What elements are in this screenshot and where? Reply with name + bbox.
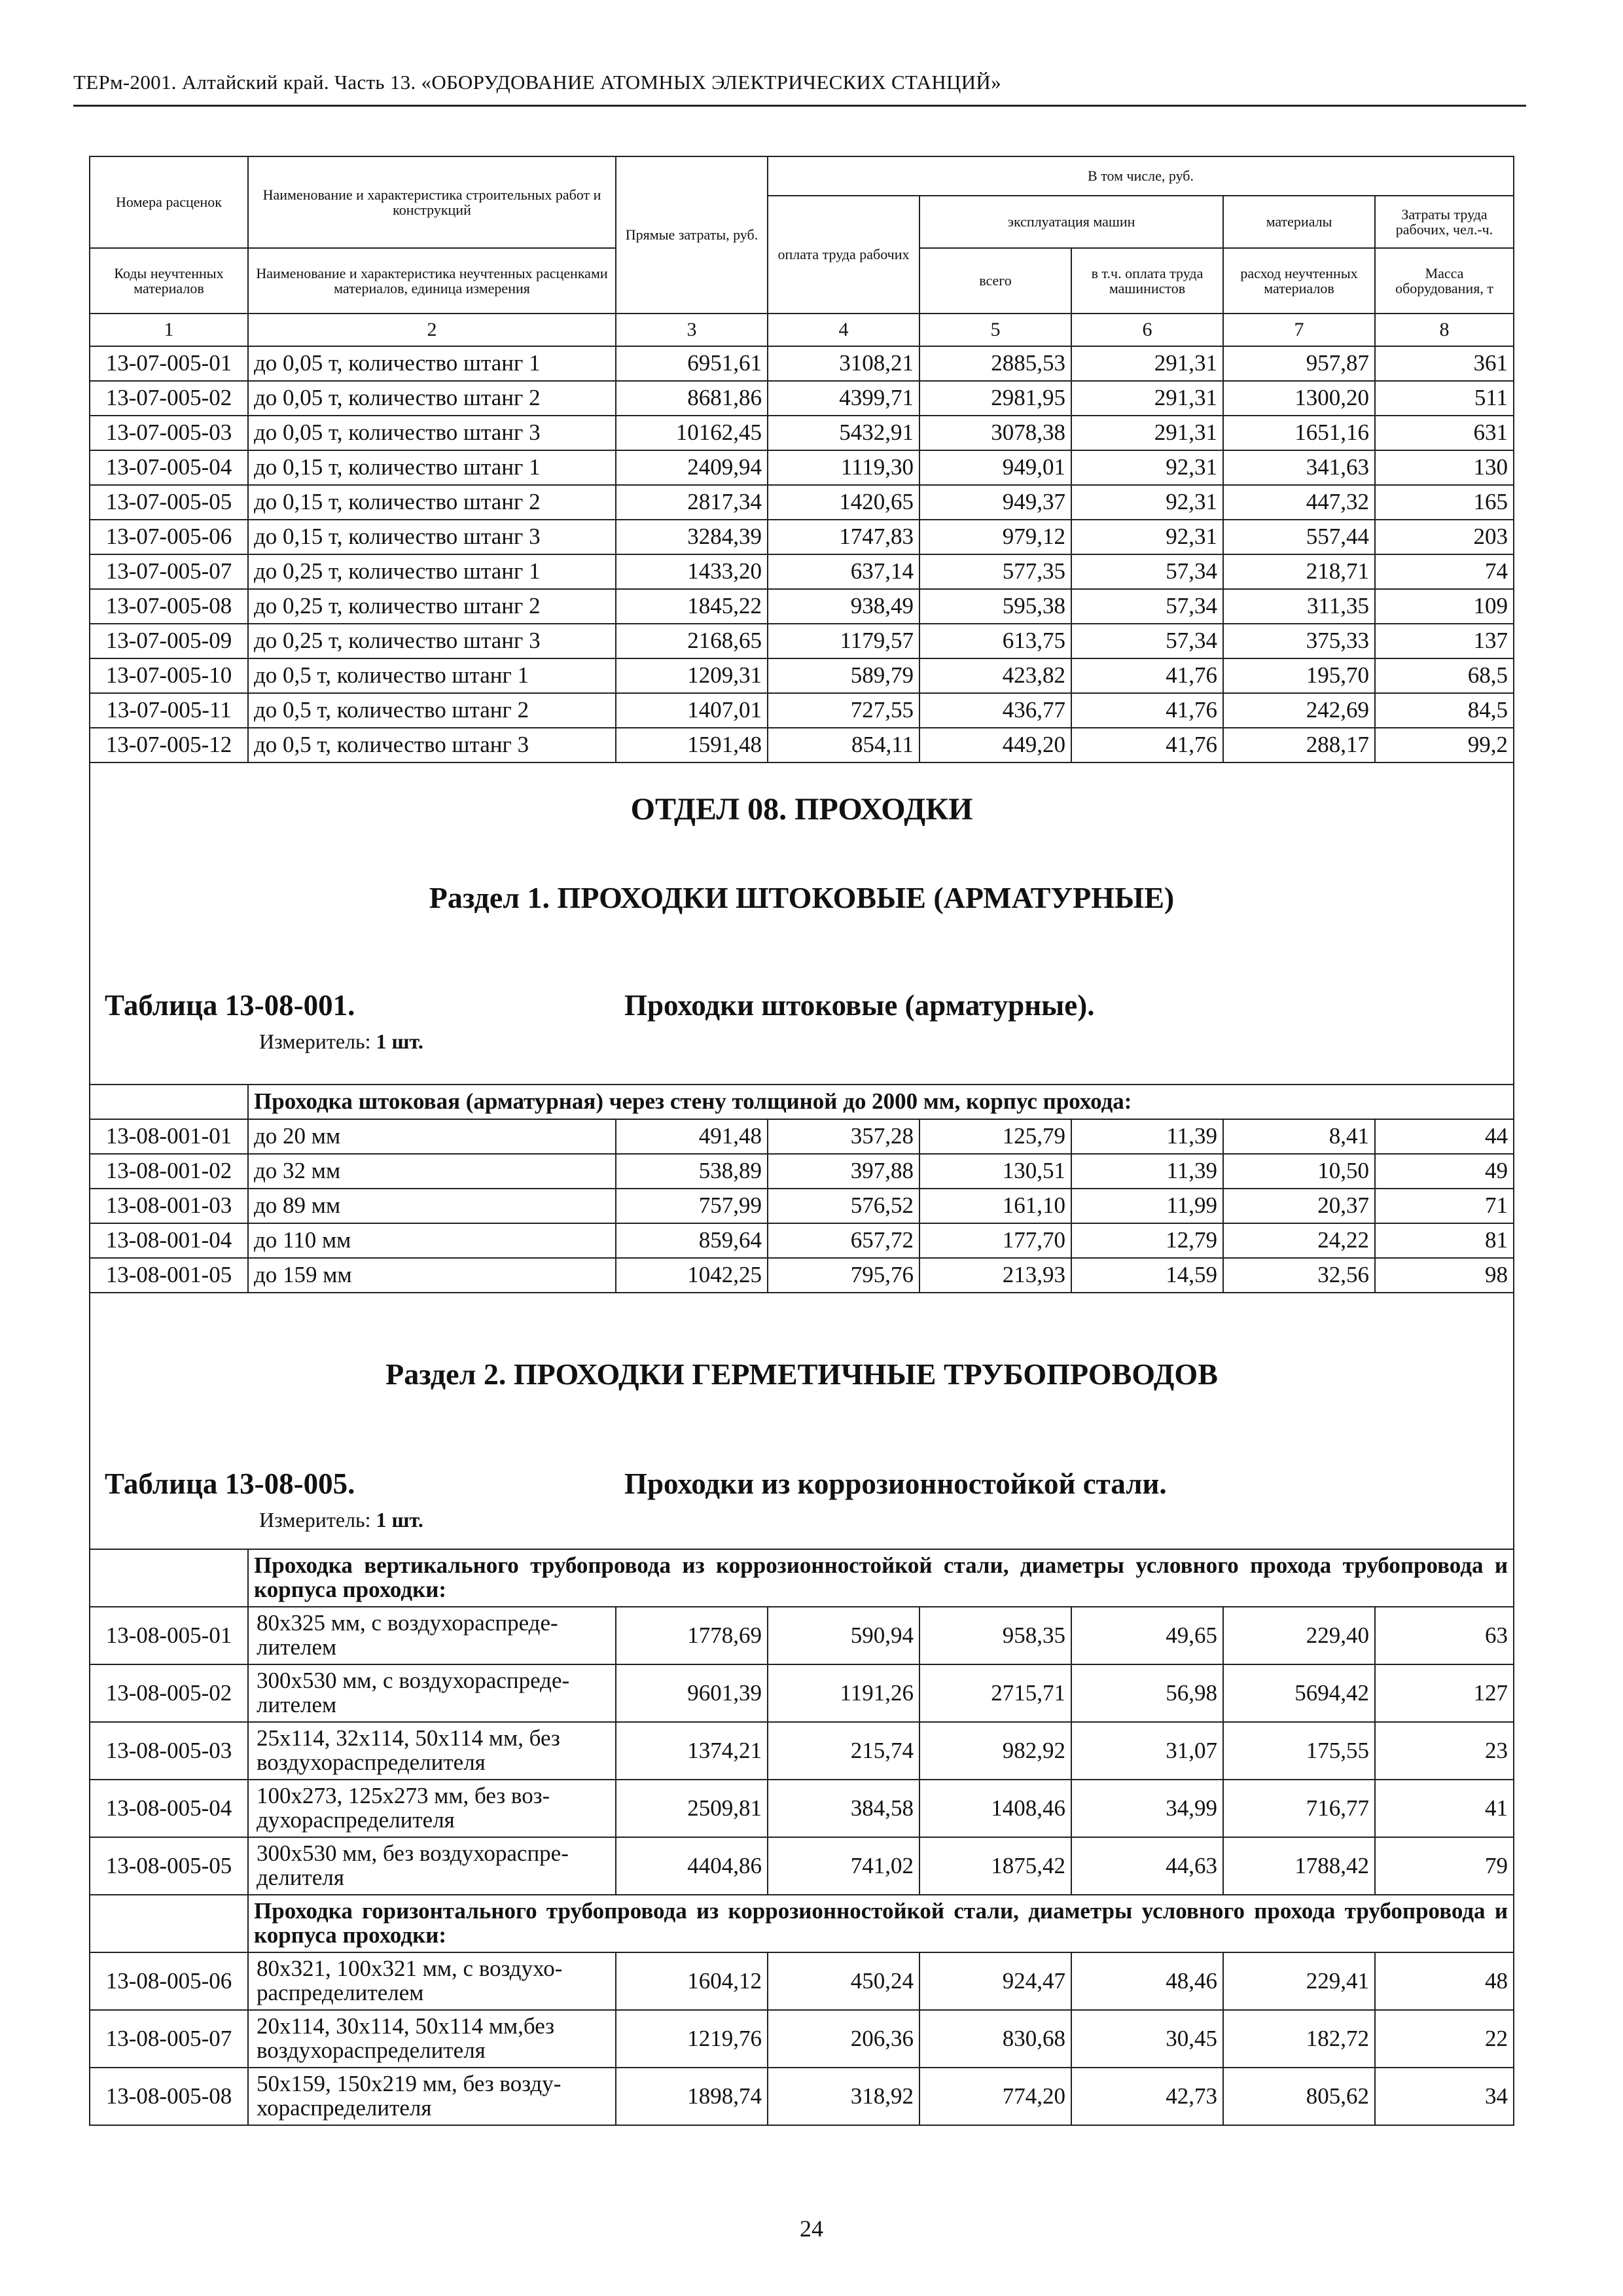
value-cell: 1191,26 <box>768 1664 919 1722</box>
value-cell: 538,89 <box>616 1154 768 1189</box>
table-row <box>90 624 1514 658</box>
measure-label: Измеритель: <box>259 1029 371 1053</box>
table-row <box>90 2010 1514 2068</box>
column-index-row <box>90 314 1514 346</box>
index-cell: 5 <box>919 314 1071 346</box>
rate-code-cell: 13-07-005-02 <box>90 381 248 416</box>
value-cell: 34 <box>1375 2068 1514 2125</box>
work-name-cell: до 159 мм <box>248 1258 616 1293</box>
value-cell: 1778,69 <box>616 1607 768 1664</box>
value-cell: 71 <box>1375 1189 1514 1223</box>
value-cell: 3108,21 <box>768 346 919 381</box>
value-cell: 57,34 <box>1071 554 1223 589</box>
value-cell: 949,01 <box>919 450 1071 485</box>
value-cell: 590,94 <box>768 1607 919 1664</box>
value-cell: 44 <box>1375 1119 1514 1154</box>
value-cell: 11,39 <box>1071 1154 1223 1189</box>
index-cell: 6 <box>1071 314 1223 346</box>
value-cell: 2168,65 <box>616 624 768 658</box>
value-cell: 436,77 <box>919 693 1071 728</box>
work-name-cell: 300х530 мм, с воздухораспреде-лителем <box>248 1664 616 1722</box>
value-cell: 9601,39 <box>616 1664 768 1722</box>
rate-code-cell: 13-07-005-04 <box>90 450 248 485</box>
group-heading-row <box>90 1895 1514 1952</box>
value-cell: 130,51 <box>919 1154 1071 1189</box>
value-cell: 206,36 <box>768 2010 919 2068</box>
group-heading: Проходка штоковая (арматурная) через стену толщиной до 2000 мм, корпус прохода: <box>248 1085 1514 1119</box>
value-cell: 5432,91 <box>768 416 919 450</box>
table-row <box>90 693 1514 728</box>
value-cell: 165 <box>1375 485 1514 520</box>
value-cell: 1845,22 <box>616 589 768 624</box>
work-name-cell: до 0,05 т, количество штанг 2 <box>248 381 616 416</box>
value-cell: 42,73 <box>1071 2068 1223 2125</box>
rate-code-cell: 13-07-005-01 <box>90 346 248 381</box>
table-row <box>90 1722 1514 1780</box>
work-name-cell: до 0,15 т, количество штанг 3 <box>248 520 616 554</box>
value-cell: 229,40 <box>1223 1607 1375 1664</box>
empty-cell <box>90 1895 248 1952</box>
section-block-cell <box>90 762 1514 1085</box>
rate-code-cell: 13-08-005-08 <box>90 2068 248 2125</box>
rate-code-cell: 13-08-005-02 <box>90 1664 248 1722</box>
value-cell: 74 <box>1375 554 1514 589</box>
rate-code-cell: 13-08-005-04 <box>90 1780 248 1837</box>
rate-code-cell: 13-08-005-05 <box>90 1837 248 1895</box>
value-cell: 81 <box>1375 1223 1514 1258</box>
value-cell: 1408,46 <box>919 1780 1071 1837</box>
value-cell: 450,24 <box>768 1952 919 2010</box>
table-row <box>90 1154 1514 1189</box>
value-cell: 859,64 <box>616 1223 768 1258</box>
table-row <box>90 1837 1514 1895</box>
table-row <box>90 2068 1514 2125</box>
value-cell: 175,55 <box>1223 1722 1375 1780</box>
col7-header: расход неучтенных материалов <box>1223 248 1375 314</box>
value-cell: 1604,12 <box>616 1952 768 2010</box>
table-row <box>90 450 1514 485</box>
running-header: ТЕРм-2001. Алтайский край. Часть 13. «ОБОРУДОВАНИЕ АТОМНЫХ ЭЛЕКТРИЧЕСКИХ СТАНЦИЙ» <box>73 71 1001 94</box>
value-cell: 20,37 <box>1223 1189 1375 1223</box>
measure-value: 1 шт. <box>376 1508 423 1532</box>
value-cell: 805,62 <box>1223 2068 1375 2125</box>
work-name-cell: 100х273, 125х273 мм, без воз-духораспределителя <box>248 1780 616 1837</box>
value-cell: 31,07 <box>1071 1722 1223 1780</box>
work-name-cell: до 20 мм <box>248 1119 616 1154</box>
col1-header-top: Номера расценок <box>90 156 248 248</box>
value-cell: 938,49 <box>768 589 919 624</box>
col8-header-top: Затраты труда рабочих, чел.-ч. <box>1375 196 1514 248</box>
value-cell: 1374,21 <box>616 1722 768 1780</box>
value-cell: 291,31 <box>1071 381 1223 416</box>
rate-code-cell: 13-08-001-03 <box>90 1189 248 1223</box>
table-row <box>90 416 1514 450</box>
work-name-cell: 300х530 мм, без воздухораспре-делителя <box>248 1837 616 1895</box>
rate-code-cell: 13-07-005-07 <box>90 554 248 589</box>
rate-code-cell: 13-07-005-11 <box>90 693 248 728</box>
work-name-cell: до 0,15 т, количество штанг 1 <box>248 450 616 485</box>
value-cell: 1300,20 <box>1223 381 1375 416</box>
value-cell: 2409,94 <box>616 450 768 485</box>
group-heading-row <box>90 1549 1514 1607</box>
work-name-cell: до 0,25 т, количество штанг 1 <box>248 554 616 589</box>
value-cell: 1179,57 <box>768 624 919 658</box>
value-cell: 127 <box>1375 1664 1514 1722</box>
value-cell: 195,70 <box>1223 658 1375 693</box>
value-cell: 137 <box>1375 624 1514 658</box>
value-cell: 1420,65 <box>768 485 919 520</box>
group-heading: Проходка горизонтального трубопровода из коррозионностойкой стали, диаметры условного прохода трубопровода и корпуса проходки: <box>248 1895 1514 1952</box>
value-cell: 49,65 <box>1071 1607 1223 1664</box>
value-cell: 311,35 <box>1223 589 1375 624</box>
work-name-cell: 20х114, 30х114, 50х114 мм,без воздухораспределителя <box>248 2010 616 2068</box>
value-cell: 3078,38 <box>919 416 1071 450</box>
value-cell: 57,34 <box>1071 589 1223 624</box>
value-cell: 12,79 <box>1071 1223 1223 1258</box>
value-cell: 8,41 <box>1223 1119 1375 1154</box>
value-cell: 631 <box>1375 416 1514 450</box>
value-cell: 24,22 <box>1223 1223 1375 1258</box>
value-cell: 757,99 <box>616 1189 768 1223</box>
rate-code-cell: 13-07-005-12 <box>90 728 248 762</box>
value-cell: 576,52 <box>768 1189 919 1223</box>
section-title: Раздел 2. ПРОХОДКИ ГЕРМЕТИЧНЫЕ ТРУБОПРОВОДОВ <box>385 1357 1218 1391</box>
work-name-cell: до 32 мм <box>248 1154 616 1189</box>
value-cell: 30,45 <box>1071 2010 1223 2068</box>
work-name-cell: до 0,05 т, количество штанг 1 <box>248 346 616 381</box>
value-cell: 375,33 <box>1223 624 1375 658</box>
col8-header-bottom: Масса оборудования, т <box>1375 248 1514 314</box>
table-row <box>90 520 1514 554</box>
value-cell: 41,76 <box>1071 728 1223 762</box>
rate-code-cell: 13-07-005-05 <box>90 485 248 520</box>
section-block <box>90 1293 1514 1549</box>
table-row <box>90 1780 1514 1837</box>
value-cell: 727,55 <box>768 693 919 728</box>
value-cell: 98 <box>1375 1258 1514 1293</box>
empty-cell <box>90 1549 248 1607</box>
work-name-cell: до 110 мм <box>248 1223 616 1258</box>
value-cell: 854,11 <box>768 728 919 762</box>
value-cell: 1788,42 <box>1223 1837 1375 1895</box>
value-cell: 1651,16 <box>1223 416 1375 450</box>
value-cell: 511 <box>1375 381 1514 416</box>
value-cell: 49 <box>1375 1154 1514 1189</box>
value-cell: 14,59 <box>1071 1258 1223 1293</box>
value-cell: 447,32 <box>1223 485 1375 520</box>
table-title: Проходки штоковые (арматурные). <box>624 988 1095 1022</box>
value-cell: 2715,71 <box>919 1664 1071 1722</box>
value-cell: 716,77 <box>1223 1780 1375 1837</box>
department-title: ОТДЕЛ 08. ПРОХОДКИ <box>630 792 973 827</box>
table-body <box>90 156 1514 2125</box>
table-heading-block <box>90 1469 1513 1538</box>
value-cell: 2885,53 <box>919 346 1071 381</box>
value-cell: 11,99 <box>1071 1189 1223 1223</box>
table-row <box>90 1607 1514 1664</box>
table-row <box>90 1664 1514 1722</box>
rate-code-cell: 13-08-005-06 <box>90 1952 248 2010</box>
value-cell: 795,76 <box>768 1258 919 1293</box>
work-name-cell: 80х321, 100х321 мм, с воздухо-распределителем <box>248 1952 616 2010</box>
value-cell: 949,37 <box>919 485 1071 520</box>
measure-unit <box>90 1031 1513 1060</box>
measure-label: Измеритель: <box>259 1508 371 1532</box>
value-cell: 2817,34 <box>616 485 768 520</box>
value-cell: 384,58 <box>768 1780 919 1837</box>
measure-unit <box>90 1509 1513 1538</box>
work-name-cell: до 0,25 т, количество штанг 2 <box>248 589 616 624</box>
rate-code-cell: 13-07-005-06 <box>90 520 248 554</box>
value-cell: 63 <box>1375 1607 1514 1664</box>
value-cell: 125,79 <box>919 1119 1071 1154</box>
value-cell: 48,46 <box>1071 1952 1223 2010</box>
value-cell: 92,31 <box>1071 450 1223 485</box>
table-row <box>90 1189 1514 1223</box>
table-row <box>90 554 1514 589</box>
value-cell: 1433,20 <box>616 554 768 589</box>
value-cell: 5694,42 <box>1223 1664 1375 1722</box>
value-cell: 288,17 <box>1223 728 1375 762</box>
col4-header: оплата труда рабочих <box>768 196 919 314</box>
work-name-cell: до 0,5 т, количество штанг 2 <box>248 693 616 728</box>
value-cell: 318,92 <box>768 2068 919 2125</box>
value-cell: 2981,95 <box>919 381 1071 416</box>
col3-header: Прямые затраты, руб. <box>616 156 768 314</box>
price-table <box>89 156 1514 2126</box>
col2-header-bottom: Наименование и характеристика неучтенных расценками материалов, единица измерения <box>248 248 616 314</box>
incl-header: В том числе, руб. <box>768 156 1514 196</box>
rate-code-cell: 13-08-005-03 <box>90 1722 248 1780</box>
value-cell: 161,10 <box>919 1189 1071 1223</box>
value-cell: 56,98 <box>1071 1664 1223 1722</box>
table-row <box>90 1952 1514 2010</box>
value-cell: 229,41 <box>1223 1952 1375 2010</box>
value-cell: 774,20 <box>919 2068 1071 2125</box>
col2-header-top: Наименование и характеристика строительных работ и конструкций <box>248 156 616 248</box>
value-cell: 830,68 <box>919 2010 1071 2068</box>
value-cell: 1209,31 <box>616 658 768 693</box>
value-cell: 613,75 <box>919 624 1071 658</box>
value-cell: 957,87 <box>1223 346 1375 381</box>
value-cell: 657,72 <box>768 1223 919 1258</box>
rate-code-cell: 13-08-005-07 <box>90 2010 248 2068</box>
rate-code-cell: 13-08-001-02 <box>90 1154 248 1189</box>
rate-code-cell: 13-07-005-09 <box>90 624 248 658</box>
table-number: Таблица 13-08-005. <box>105 1467 355 1501</box>
value-cell: 218,71 <box>1223 554 1375 589</box>
value-cell: 213,93 <box>919 1258 1071 1293</box>
value-cell: 10,50 <box>1223 1154 1375 1189</box>
value-cell: 22 <box>1375 2010 1514 2068</box>
work-name-cell: до 0,5 т, количество штанг 3 <box>248 728 616 762</box>
section-block <box>90 762 1514 1085</box>
rate-code-cell: 13-07-005-08 <box>90 589 248 624</box>
value-cell: 203 <box>1375 520 1514 554</box>
empty-cell <box>90 1085 248 1119</box>
group-heading-row <box>90 1085 1514 1119</box>
value-cell: 924,47 <box>919 1952 1071 2010</box>
rate-code-cell: 13-08-001-01 <box>90 1119 248 1154</box>
value-cell: 1875,42 <box>919 1837 1071 1895</box>
index-cell: 3 <box>616 314 768 346</box>
work-name-cell: до 0,15 т, количество штанг 2 <box>248 485 616 520</box>
value-cell: 4404,86 <box>616 1837 768 1895</box>
work-name-cell: 25х114, 32х114, 50х114 мм, без воздухораспределителя <box>248 1722 616 1780</box>
value-cell: 1407,01 <box>616 693 768 728</box>
value-cell: 48 <box>1375 1952 1514 2010</box>
value-cell: 6951,61 <box>616 346 768 381</box>
table-title: Проходки из коррозионностойкой стали. <box>624 1467 1167 1501</box>
value-cell: 449,20 <box>919 728 1071 762</box>
work-name-cell: до 0,25 т, количество штанг 3 <box>248 624 616 658</box>
section-block-cell <box>90 1293 1514 1549</box>
work-name-cell: до 0,05 т, количество штанг 3 <box>248 416 616 450</box>
value-cell: 1898,74 <box>616 2068 768 2125</box>
value-cell: 637,14 <box>768 554 919 589</box>
value-cell: 291,31 <box>1071 416 1223 450</box>
machines-header: эксплуатация машин <box>919 196 1223 248</box>
value-cell: 99,2 <box>1375 728 1514 762</box>
table-row <box>90 485 1514 520</box>
value-cell: 357,28 <box>768 1119 919 1154</box>
value-cell: 11,39 <box>1071 1119 1223 1154</box>
value-cell: 182,72 <box>1223 2010 1375 2068</box>
value-cell: 41,76 <box>1071 658 1223 693</box>
value-cell: 982,92 <box>919 1722 1071 1780</box>
value-cell: 242,69 <box>1223 693 1375 728</box>
work-name-cell: 50х159, 150х219 мм, без возду-хораспределителя <box>248 2068 616 2125</box>
value-cell: 491,48 <box>616 1119 768 1154</box>
value-cell: 92,31 <box>1071 520 1223 554</box>
measure-value: 1 шт. <box>376 1029 423 1053</box>
value-cell: 8681,86 <box>616 381 768 416</box>
materials-header: материалы <box>1223 196 1375 248</box>
table-heading-block <box>90 990 1513 1060</box>
value-cell: 361 <box>1375 346 1514 381</box>
table-row <box>90 381 1514 416</box>
value-cell: 44,63 <box>1071 1837 1223 1895</box>
col1-header-bottom: Коды неучтенных материалов <box>90 248 248 314</box>
value-cell: 1591,48 <box>616 728 768 762</box>
work-name-cell: до 89 мм <box>248 1189 616 1223</box>
value-cell: 958,35 <box>919 1607 1071 1664</box>
value-cell: 3284,39 <box>616 520 768 554</box>
value-cell: 68,5 <box>1375 658 1514 693</box>
value-cell: 341,63 <box>1223 450 1375 485</box>
value-cell: 1119,30 <box>768 450 919 485</box>
work-name-cell: 80х325 мм, с воздухораспреде-лителем <box>248 1607 616 1664</box>
value-cell: 2509,81 <box>616 1780 768 1837</box>
value-cell: 1219,76 <box>616 2010 768 2068</box>
work-name-cell: до 0,5 т, количество штанг 1 <box>248 658 616 693</box>
table-row <box>90 658 1514 693</box>
value-cell: 577,35 <box>919 554 1071 589</box>
index-cell: 4 <box>768 314 919 346</box>
value-cell: 595,38 <box>919 589 1071 624</box>
value-cell: 57,34 <box>1071 624 1223 658</box>
value-cell: 215,74 <box>768 1722 919 1780</box>
value-cell: 589,79 <box>768 658 919 693</box>
value-cell: 979,12 <box>919 520 1071 554</box>
value-cell: 1747,83 <box>768 520 919 554</box>
index-cell: 1 <box>90 314 248 346</box>
table-row <box>90 346 1514 381</box>
section-title: Раздел 1. ПРОХОДКИ ШТОКОВЫЕ (АРМАТУРНЫЕ) <box>429 881 1175 915</box>
value-cell: 109 <box>1375 589 1514 624</box>
table-title-line <box>90 990 1513 1031</box>
value-cell: 23 <box>1375 1722 1514 1780</box>
value-cell: 41 <box>1375 1780 1514 1837</box>
value-cell: 130 <box>1375 450 1514 485</box>
value-cell: 41,76 <box>1071 693 1223 728</box>
page-number: 24 <box>800 2215 823 2242</box>
table-number: Таблица 13-08-001. <box>105 988 355 1022</box>
index-cell: 7 <box>1223 314 1375 346</box>
table-row <box>90 1119 1514 1154</box>
col5-header: всего <box>919 248 1071 314</box>
value-cell: 34,99 <box>1071 1780 1223 1837</box>
value-cell: 423,82 <box>919 658 1071 693</box>
rate-code-cell: 13-08-005-01 <box>90 1607 248 1664</box>
value-cell: 10162,45 <box>616 416 768 450</box>
value-cell: 291,31 <box>1071 346 1223 381</box>
table-row <box>90 1258 1514 1293</box>
value-cell: 177,70 <box>919 1223 1071 1258</box>
rate-code-cell: 13-08-001-05 <box>90 1258 248 1293</box>
table-row <box>90 728 1514 762</box>
rate-code-cell: 13-07-005-10 <box>90 658 248 693</box>
value-cell: 84,5 <box>1375 693 1514 728</box>
col6-header: в т.ч. оплата труда машинистов <box>1071 248 1223 314</box>
value-cell: 1042,25 <box>616 1258 768 1293</box>
value-cell: 32,56 <box>1223 1258 1375 1293</box>
rate-code-cell: 13-07-005-03 <box>90 416 248 450</box>
value-cell: 557,44 <box>1223 520 1375 554</box>
value-cell: 79 <box>1375 1837 1514 1895</box>
rate-code-cell: 13-08-001-04 <box>90 1223 248 1258</box>
value-cell: 397,88 <box>768 1154 919 1189</box>
table-title-line <box>90 1469 1513 1509</box>
value-cell: 741,02 <box>768 1837 919 1895</box>
index-cell: 2 <box>248 314 616 346</box>
table-row <box>90 1223 1514 1258</box>
index-cell: 8 <box>1375 314 1514 346</box>
table-row <box>90 589 1514 624</box>
value-cell: 4399,71 <box>768 381 919 416</box>
header-divider <box>73 105 1526 107</box>
group-heading: Проходка вертикального трубопровода из коррозионностойкой стали, диаметры условного прохода трубопровода и корпуса проходки: <box>248 1549 1514 1607</box>
value-cell: 92,31 <box>1071 485 1223 520</box>
